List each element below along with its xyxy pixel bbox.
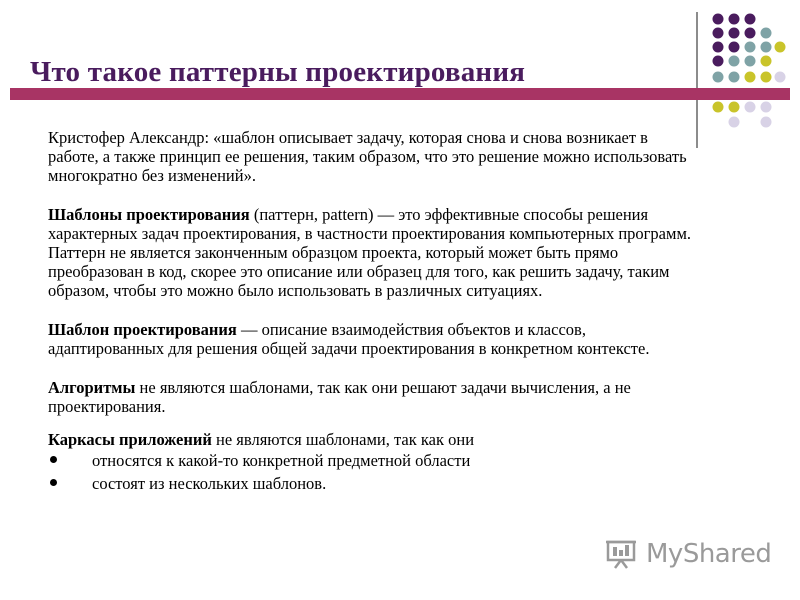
definition-design-patterns: (паттерн, pattern) — это эффективные способы решения характерных задач проектирования, в частности проектирования компьютерных программ. Паттерн не является законченным образцом проекта, который может быть прямо преобразован в код, скорее это описание или образец для того, как решить задачу, таким образом, чтобы это можно было использовать в различных ситуациях. <box>48 205 692 300</box>
logo-text: MyShared <box>646 539 772 569</box>
paragraph-algorithms <box>48 378 698 416</box>
list-item <box>48 474 698 493</box>
myshared-logo <box>606 536 776 572</box>
paragraph-design-pattern-description <box>48 320 698 358</box>
term-frameworks: Каркасы приложений <box>48 430 212 449</box>
definition-design-pattern: — описание взаимодействия объектов и классов, адаптированных для решения общей задачи проектирования в конкретном контексте. <box>48 320 650 358</box>
bullet-icon <box>50 456 57 463</box>
paragraph-frameworks <box>48 430 698 449</box>
paragraph-design-patterns-definition <box>48 205 698 300</box>
list-item-text: относятся к какой-то конкретной предметной области <box>92 451 471 470</box>
title-underline-bar <box>10 88 790 100</box>
term-design-patterns: Шаблоны проектирования <box>48 205 250 224</box>
bullet-icon <box>50 479 57 486</box>
frameworks-bullet-list <box>48 451 698 493</box>
term-algorithms: Алгоритмы <box>48 378 136 397</box>
list-item-text: состоят из нескольких шаблонов. <box>92 474 327 493</box>
definition-algorithms: не являются шаблонами, так как они решают задачи вычисления, а не проектирования. <box>48 378 631 416</box>
definition-frameworks: не являются шаблонами, так как они <box>211 430 475 449</box>
list-item <box>48 451 698 470</box>
slide-title: Что такое паттерны проектирования <box>30 56 526 88</box>
presentation-board-icon <box>606 539 640 569</box>
slide-body <box>48 128 698 497</box>
paragraph-alexander-quote: Кристофер Александр: «шаблон описывает задачу, которая снова и снова возникает в работе, а также принцип ее решения, таким образом, что это решение можно использовать многократно без изменений». <box>48 128 687 185</box>
term-design-pattern: Шаблон проектирования <box>48 320 237 339</box>
